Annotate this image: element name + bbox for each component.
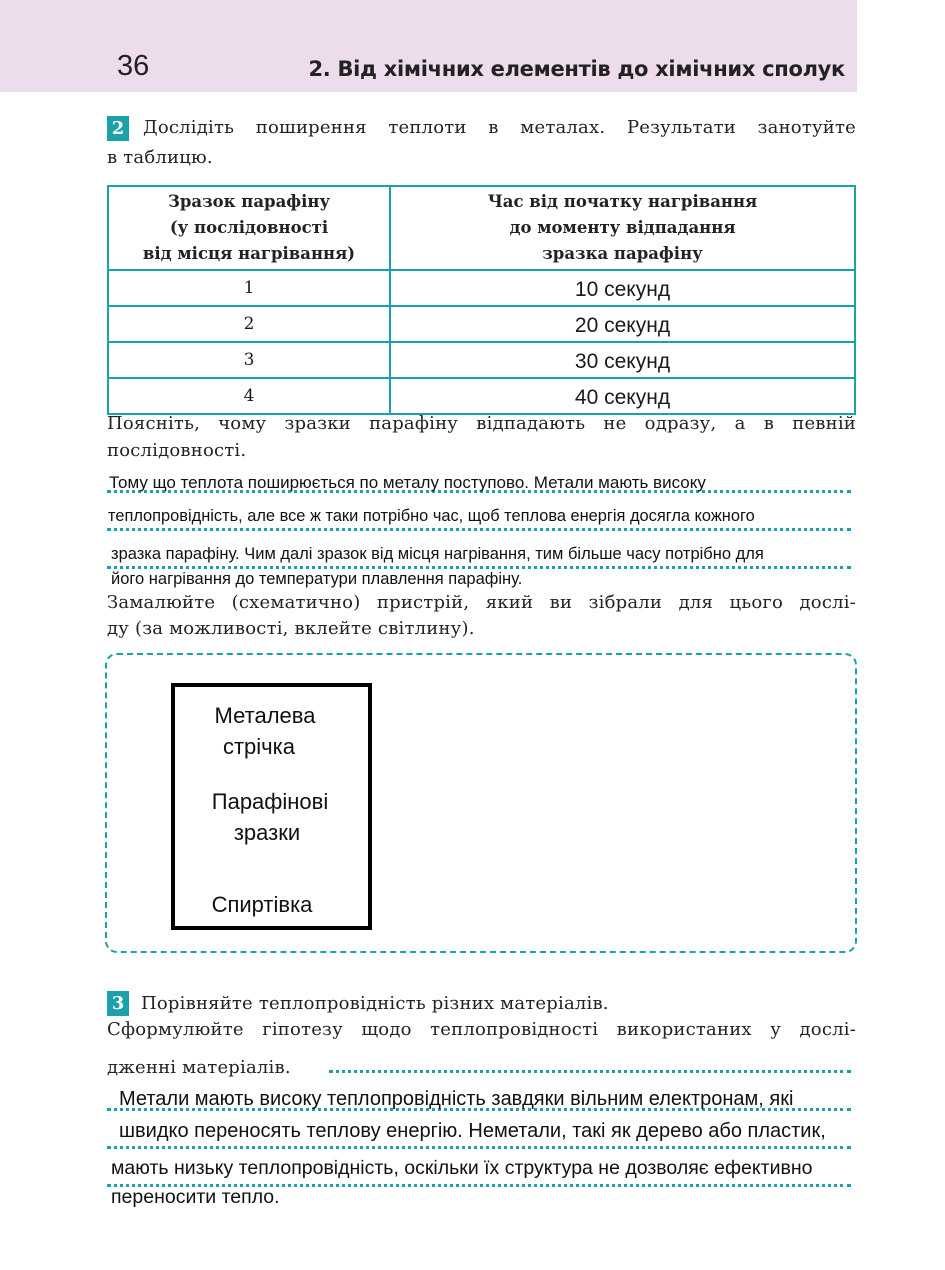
hypothesis-line1: Сформулюйте гіпотезу щодо теплопровідності використаних у дослі- <box>107 1019 856 1040</box>
question-line2: послідовності. <box>107 440 247 461</box>
answer-text-line[interactable]: мають низьку теплопровідність, оскільки їх структура не дозволяє ефективно <box>111 1157 813 1179</box>
answer-text-line[interactable]: Метали мають високу теплопровідність завдяки вільним електронам, які <box>119 1088 794 1110</box>
task-2-number: 2 <box>107 116 129 141</box>
sample-cell: 4 <box>108 378 390 414</box>
answer-text-line[interactable]: його нагрівання до температури плавлення парафіну. <box>111 570 523 588</box>
task-2-instruction-line1: Дослідіть поширення теплоти в металах. Результати занотуйте <box>143 117 856 138</box>
label-paraffin-samples <box>190 786 350 848</box>
answer-text-line[interactable]: переносити тепло. <box>111 1186 280 1208</box>
answer-text-line[interactable]: теплопровідність, але все ж таки потрібно час, щоб теплова енергія досягла кожного <box>108 507 755 525</box>
label-line: зразки <box>233 820 301 845</box>
page-number: 36 <box>117 50 150 82</box>
chapter-title: 2. Від хімічних елементів до хімічних сполук <box>308 57 845 81</box>
answer-text-line[interactable]: Тому що теплота поширюється по металу поступово. Метали мають високу <box>109 473 706 492</box>
answer-text-line[interactable]: зразка парафіну. Чим далі зразок від місця нагрівання, тим більше часу потрібно для <box>111 545 764 563</box>
col2-header-line: Час від початку нагрівання <box>487 192 758 211</box>
results-table <box>107 185 856 415</box>
time-cell[interactable]: 10 секунд <box>390 270 855 306</box>
col2-header-line: зразка парафіну <box>542 244 703 263</box>
time-cell[interactable]: 20 секунд <box>390 306 855 342</box>
time-cell[interactable]: 40 секунд <box>390 378 855 414</box>
hypothesis-line2: дженні матеріалів. <box>107 1057 291 1078</box>
answer-text-line[interactable]: швидко переносять теплову енергію. Неметали, такі як дерево або пластик, <box>119 1120 826 1142</box>
draw-instruction-line1: Замалюйте (схематично) пристрій, який ви зібрали для цього дослі- <box>107 592 856 613</box>
label-spirit-lamp: Спиртівка <box>211 892 313 917</box>
table-row <box>108 378 855 414</box>
draw-instruction-line2: ду (за можливості, вклейте світлину). <box>107 618 475 639</box>
answer-dotted-line <box>107 566 851 569</box>
col1-header-line: від місця нагрівання) <box>142 244 356 263</box>
col-header-sample <box>108 186 390 270</box>
label-line: Металева <box>214 703 316 728</box>
time-cell[interactable]: 30 секунд <box>390 342 855 378</box>
task-2-instruction-line2: в таблицю. <box>107 147 213 168</box>
sample-cell: 3 <box>108 342 390 378</box>
table-header-row <box>108 186 855 270</box>
table-row <box>108 306 855 342</box>
label-metal-strip <box>190 700 340 762</box>
question-line1: Поясніть, чому зразки парафіну відпадають не одразу, а в певній <box>107 413 856 434</box>
col1-header-line: Зразок парафіну <box>167 192 331 211</box>
answer-dotted-line <box>107 528 851 531</box>
table-row <box>108 270 855 306</box>
label-line: Парафінові <box>211 789 329 814</box>
answer-dotted-line <box>107 1146 851 1149</box>
col-header-time <box>390 186 855 270</box>
col2-header-line: до моменту відпадання <box>509 218 736 237</box>
task-3-title: Порівняйте теплопровідність різних матеріалів. <box>141 993 609 1014</box>
label-line: стрічка <box>222 734 295 759</box>
answer-dotted-line <box>329 1070 851 1073</box>
task-3-number: 3 <box>107 991 129 1016</box>
sample-cell: 1 <box>108 270 390 306</box>
table-row <box>108 342 855 378</box>
col1-header-line: (у послідовності <box>169 218 329 237</box>
sample-cell: 2 <box>108 306 390 342</box>
